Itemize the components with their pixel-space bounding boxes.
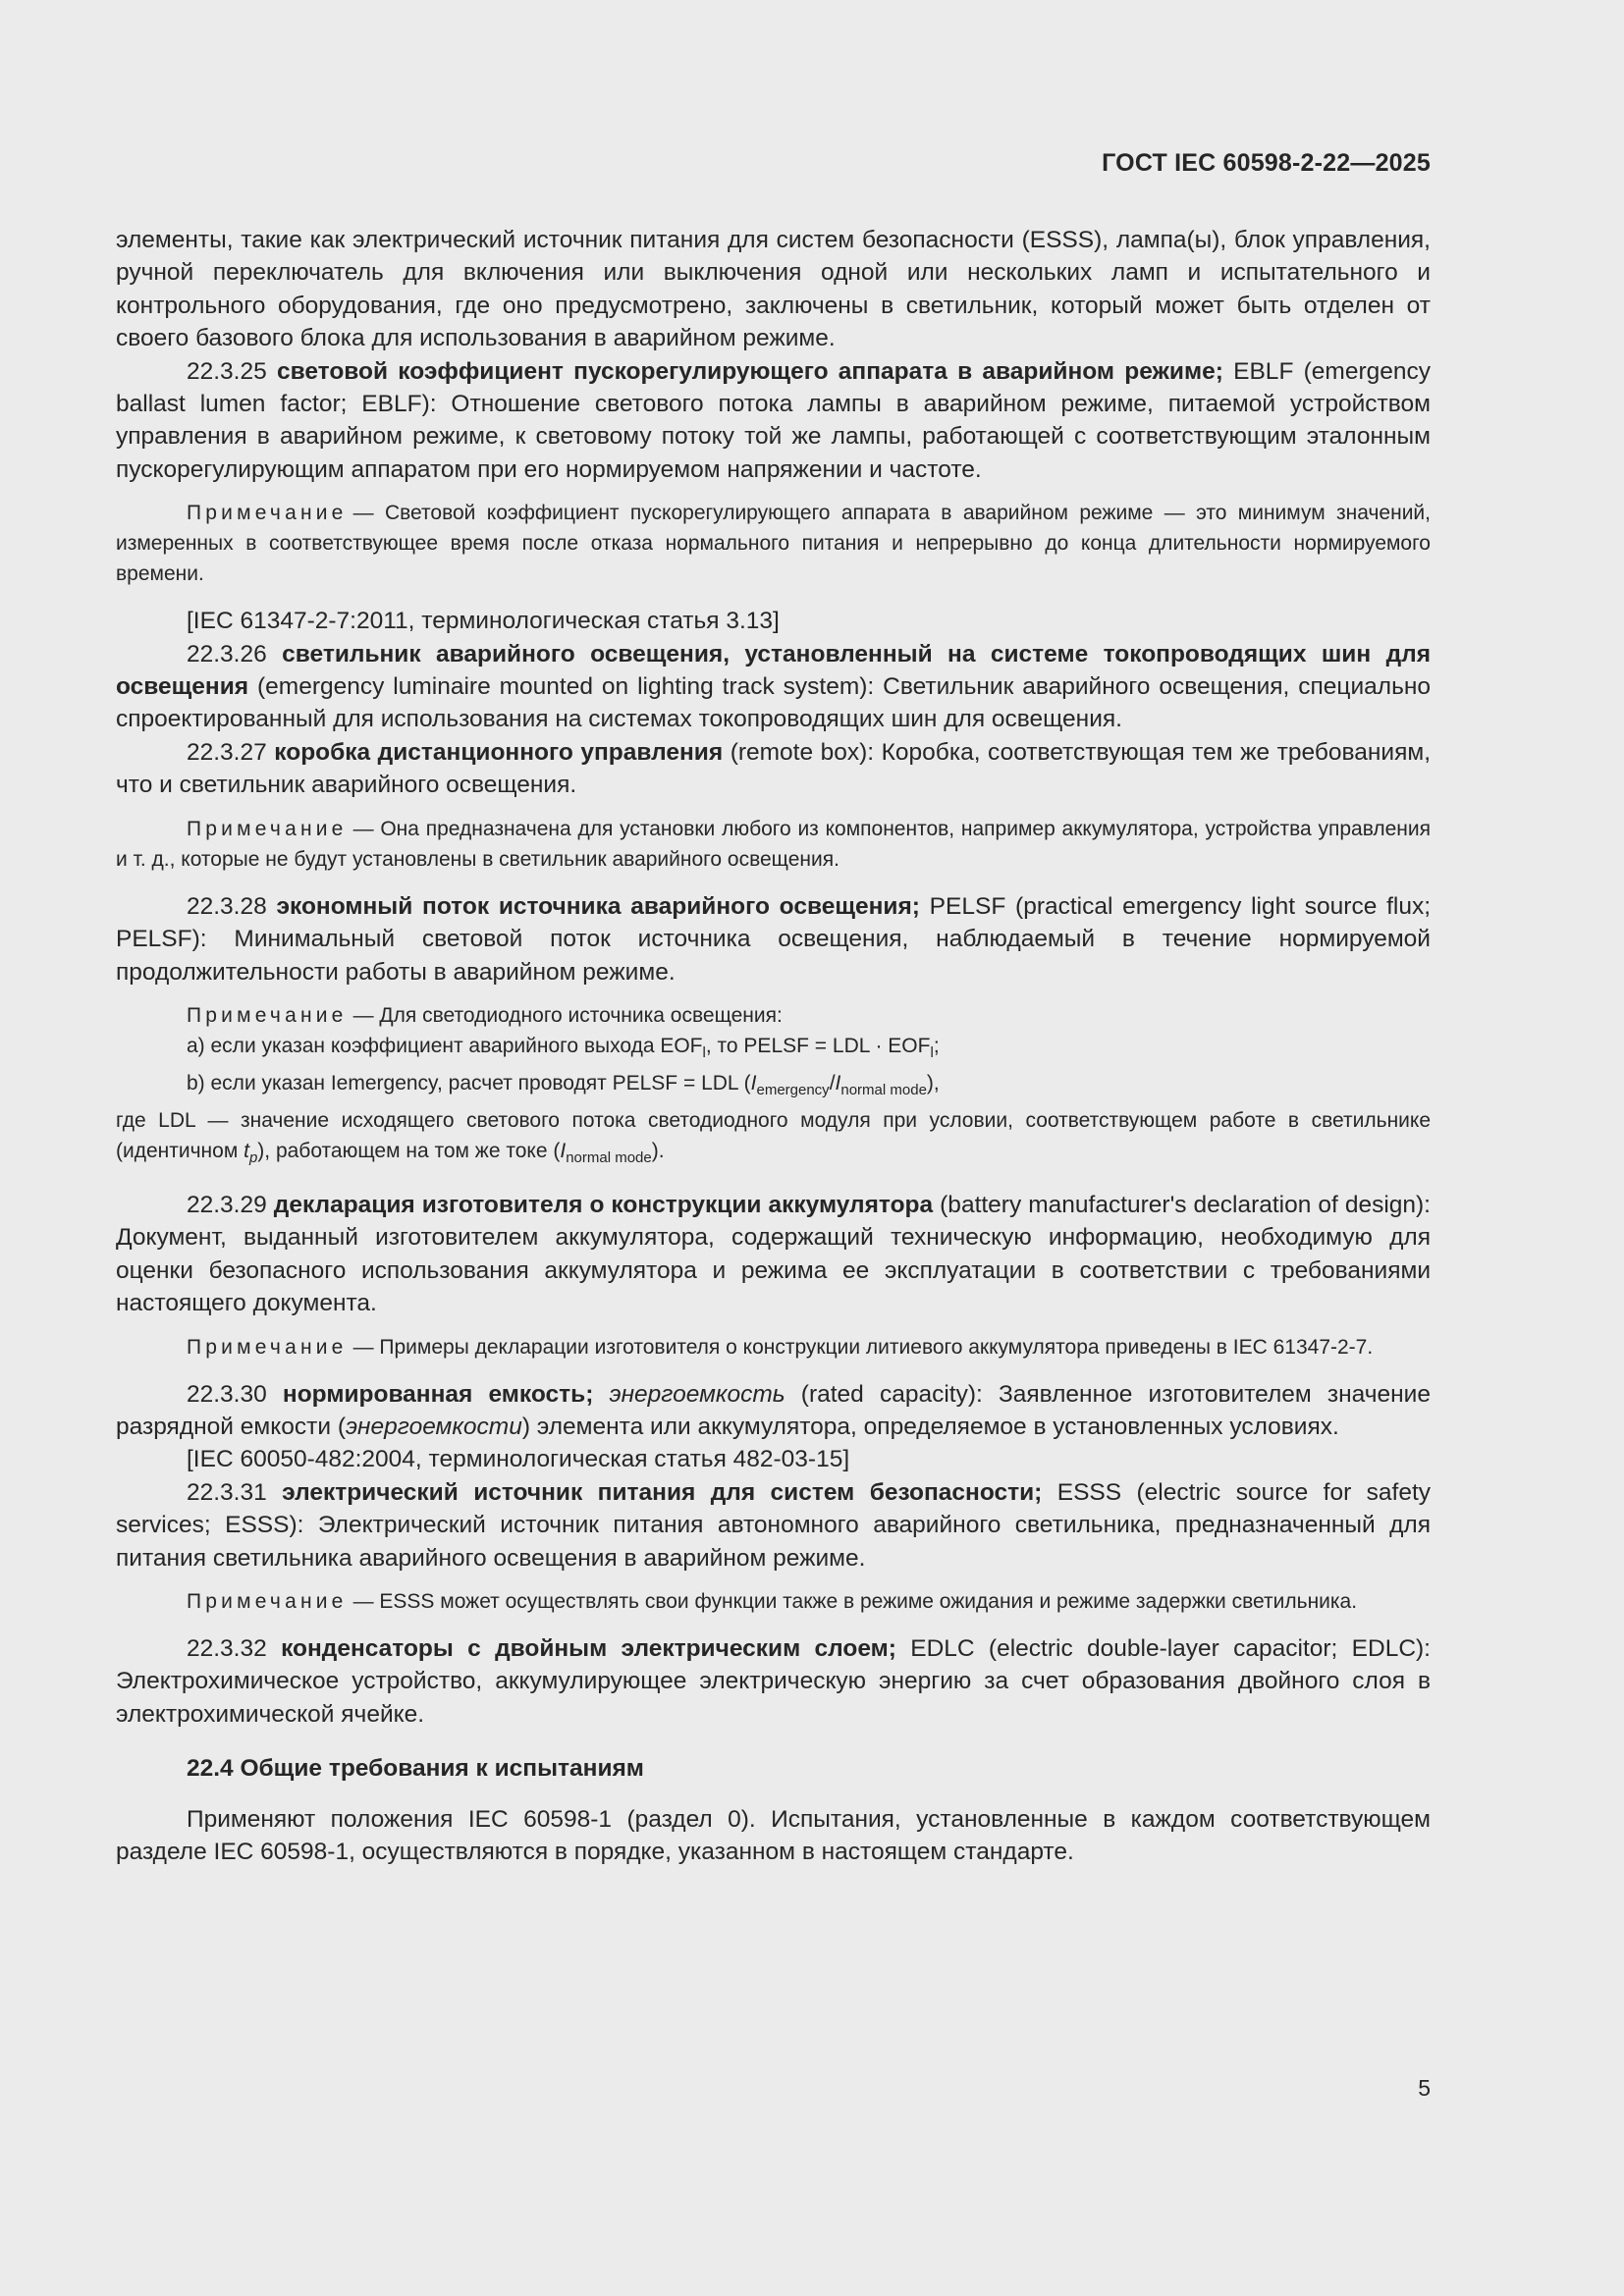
term-title: световой коэффициент пускорегулирующего аппарата в аварийном режиме; [277,357,1223,385]
note-lead: Примечание [187,1589,348,1613]
term-number: 22.3.25 [187,357,267,385]
term-22-3-30: 22.3.30 нормированная емкость; энергоемкость (rated capacity): Заявленное изготовителем значение разрядной емкости (энергоемкости) элемента или аккумулятора, определяемое в установленных условиях. [116,1380,1431,1440]
term-definition: EDLC (electric double-layer capacitor; EDLC): Электрохимическое устройство, аккумулирующее электрическую энергию за счет образования двойного слоя в электрохимической ячейке. [116,1634,1431,1728]
note-lead: Примечание [187,502,348,525]
note-item-b: b) если указан Iemergency, расчет проводят PELSF = LDL $(I_{emergency}/I_{normal mode})$, [187,1071,940,1098]
note-22-3-31 [116,1586,1431,1617]
term-title: конденсаторы с двойным электрическим слоем; [281,1634,896,1662]
term-title: декларация изготовителя о конструкции аккумулятора [273,1191,934,1218]
term-22-3-32 [116,1632,1431,1731]
term-definition: (battery manufacturer's declaration of design): Документ, выданный изготовителем аккумулятора, содержащий техническую информацию, необходимую для оценки безопасного использования аккумулятора и режима ее эксплуатации в соответствии с требованиями настоящего документа. [116,1191,1431,1317]
term-definition: (remote box): Коробка, соответствующая тем же требованиям, что и светильник аварийного освещения. [116,738,1432,799]
term-number: 22.3.30 [187,1380,267,1408]
term-title: светильник аварийного освещения, установленный на системе токопроводящих шин для освещения [116,640,1431,701]
term-definition: PELSF (practical emergency light source flux; PELSF): Минимальный световой поток источника освещения, наблюдаемый в течение нормируемой продолжительности работы в аварийном режиме. [116,892,1431,986]
term-22-3-28 [116,890,1431,988]
note-text: — ESSS может осуществлять свои функции также в режиме ожидания и режиме задержки светильника. [352,1589,1358,1613]
note-lead: Примечание [187,817,348,840]
term-22-3-31 [116,1476,1431,1575]
note-line-1 [116,1000,1431,1031]
term-synonym: энергоемкость [609,1380,785,1408]
note-item-a: а) если указан коэффициент аварийного выхода $EOF_l$, то PELSF = LDL · $EOF_l$; [187,1034,940,1061]
document-body [116,224,1431,1868]
term-22-3-29 [116,1189,1431,1320]
section-heading-22-4: 22.4 Общие требования к испытаниям [187,1755,644,1783]
page-number: 5 [1418,2075,1431,2101]
term-number: 22.3.29 [187,1191,267,1218]
reference-22-3-30: [IEC 60050-482:2004, терминологическая статья 482-03-15] [187,1446,850,1473]
page-header: ГОСТ IEC 60598-2-22—2025 [1102,149,1431,177]
note-22-3-29 [116,1332,1431,1362]
term-number: 22.3.28 [187,892,267,920]
term-number: 22.3.31 [187,1478,267,1506]
term-definition: EBLF (emergency ballast lumen factor; EBLF): Отношение светового потока лампы в аварийном режиме, питаемой устройством управления в аварийном режиме, к световому потоку той же лампы, работающей с соответствующим эталонным пускорегулирующим аппаратом при его нормируемом напряжении и частоте. [116,357,1431,483]
note-text: — Она предназначена для установки любого из компонентов, например аккумулятора, устройства управления и т. д., которые не будут установлены в светильник аварийного освещения. [116,817,1431,871]
note-text: — Для светодиодного источника освещения: [352,1003,783,1027]
term-title: нормированная емкость; [282,1380,594,1408]
term-22-3-27 [116,736,1431,802]
note-lead: Примечание [187,1335,348,1359]
term-number: 22.3.27 [187,738,267,766]
term-number: 22.3.26 [187,640,267,667]
term-number: 22.3.32 [187,1634,267,1662]
note-where-clause: где LDL — значение исходящего светового потока светодиодного модуля при условии, соответствующем работе в светильнике (идентичном $t_p$), работающем на том же токе $(I_{normal mode})$. [116,1108,1431,1166]
section-text-22-4: Применяют положения IEC 60598-1 (раздел 0). Испытания, установленные в каждом соответствующем разделе IEC 60598-1, осуществляются в порядке, указанном в настоящем стандарте. [116,1805,1431,1865]
term-22-3-26 [116,638,1431,736]
continued-paragraph: элементы, такие как электрический источник питания для систем безопасности (ESSS), лампа(ы), блок управления, ручной переключатель для включения или выключения одной или нескольких ламп и испытательного и контрольного оборудования, где оно предусмотрено, заключены в светильник, который может быть отделен от своего базового блока для использования в аварийном режиме. [116,227,1431,352]
term-22-3-25 [116,355,1431,487]
note-lead: Примечание [187,1003,348,1027]
note-22-3-27 [116,814,1431,875]
term-definition: (rated capacity): Заявленное изготовителем значение разрядной емкости ( [116,1380,1431,1440]
note-text: — Световой коэффициент пускорегулирующего аппарата в аварийном режиме — это минимум значений, измеренных в соответствующее время после отказа нормального питания и непрерывно до конца длительности нормируемого времени. [116,502,1431,586]
note-22-3-28 [116,1000,1431,1173]
term-title: экономный поток источника аварийного освещения; [276,892,920,920]
term-definition: (emergency luminaire mounted on lighting track system): Светильник аварийного освещения, специально спроектированный для использования на системах токопроводящих шин для освещения. [116,673,1431,733]
term-title: электрический источник питания для систем безопасности; [282,1478,1043,1506]
term-definition: ESSS (electric source for safety services; ESSS): Электрический источник питания автономного аварийного светильника, предназначенный для питания светильника аварийного освещения в аварийном режиме. [116,1478,1432,1572]
note-text: — Примеры декларации изготовителя о конструкции литиевого аккумулятора приведены в IEC 61347-2-7. [352,1335,1374,1359]
note-22-3-25 [116,498,1431,589]
term-title: коробка дистанционного управления [274,738,724,766]
reference-22-3-25: [IEC 61347-2-7:2011, терминологическая статья 3.13] [187,608,780,635]
